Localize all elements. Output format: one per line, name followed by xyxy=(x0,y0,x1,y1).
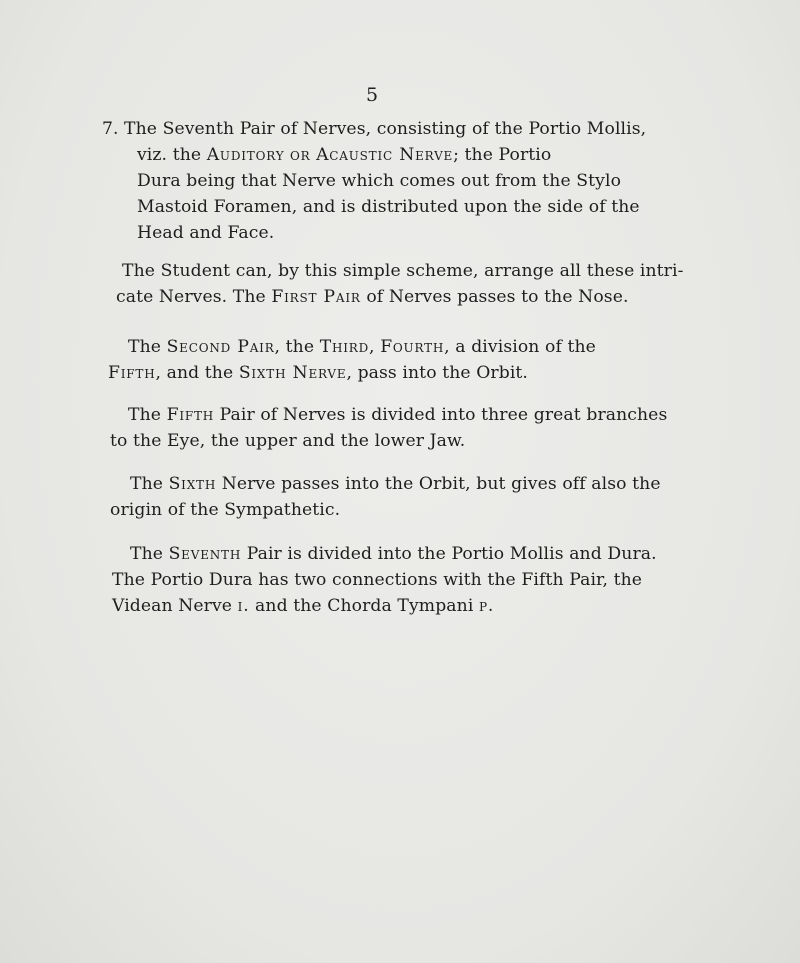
second-pair-paragraph: The Second Pair, the Third, Fourth, a division of the Fifth, and the Sixth Nerve, pass into the Orbit. xyxy=(108,337,596,383)
acaustic-nerve-term: Acaustic Nerve xyxy=(316,145,454,165)
item-number: 7. xyxy=(102,119,119,139)
auditory-term: Auditory xyxy=(206,145,285,165)
first-pair-term: First Pair xyxy=(271,287,361,307)
sixth-nerve-paragraph: The Sixth Nerve passes into the Orbit, but gives off also the origin of the Sympathetic. xyxy=(110,474,661,520)
fifth-pair-paragraph: The Fifth Pair of Nerves is divided into three great branches to the Eye, the upper and the lower Jaw. xyxy=(110,405,668,451)
item-7-paragraph: 7. The Seventh Pair of Nerves, consisting of the Portio Mollis, viz. the Auditory or Acaustic Nerve; the Portio Dura being that Nerve which comes out from the Stylo Mastoid Foramen, and is distributed upon the side of the Head and Face. xyxy=(102,116,646,246)
page-number: 5 xyxy=(366,84,379,106)
student-paragraph: The Student can, by this simple scheme, arrange all these intri- cate Nerves. The First Pair of Nerves passes to the Nose. xyxy=(116,261,684,307)
seventh-pair-paragraph: The Seventh Pair is divided into the Portio Mollis and Dura. The Portio Dura has two connections with the Fifth Pair, the Videan Nerve i. and the Chorda Tympani p. xyxy=(112,544,657,616)
